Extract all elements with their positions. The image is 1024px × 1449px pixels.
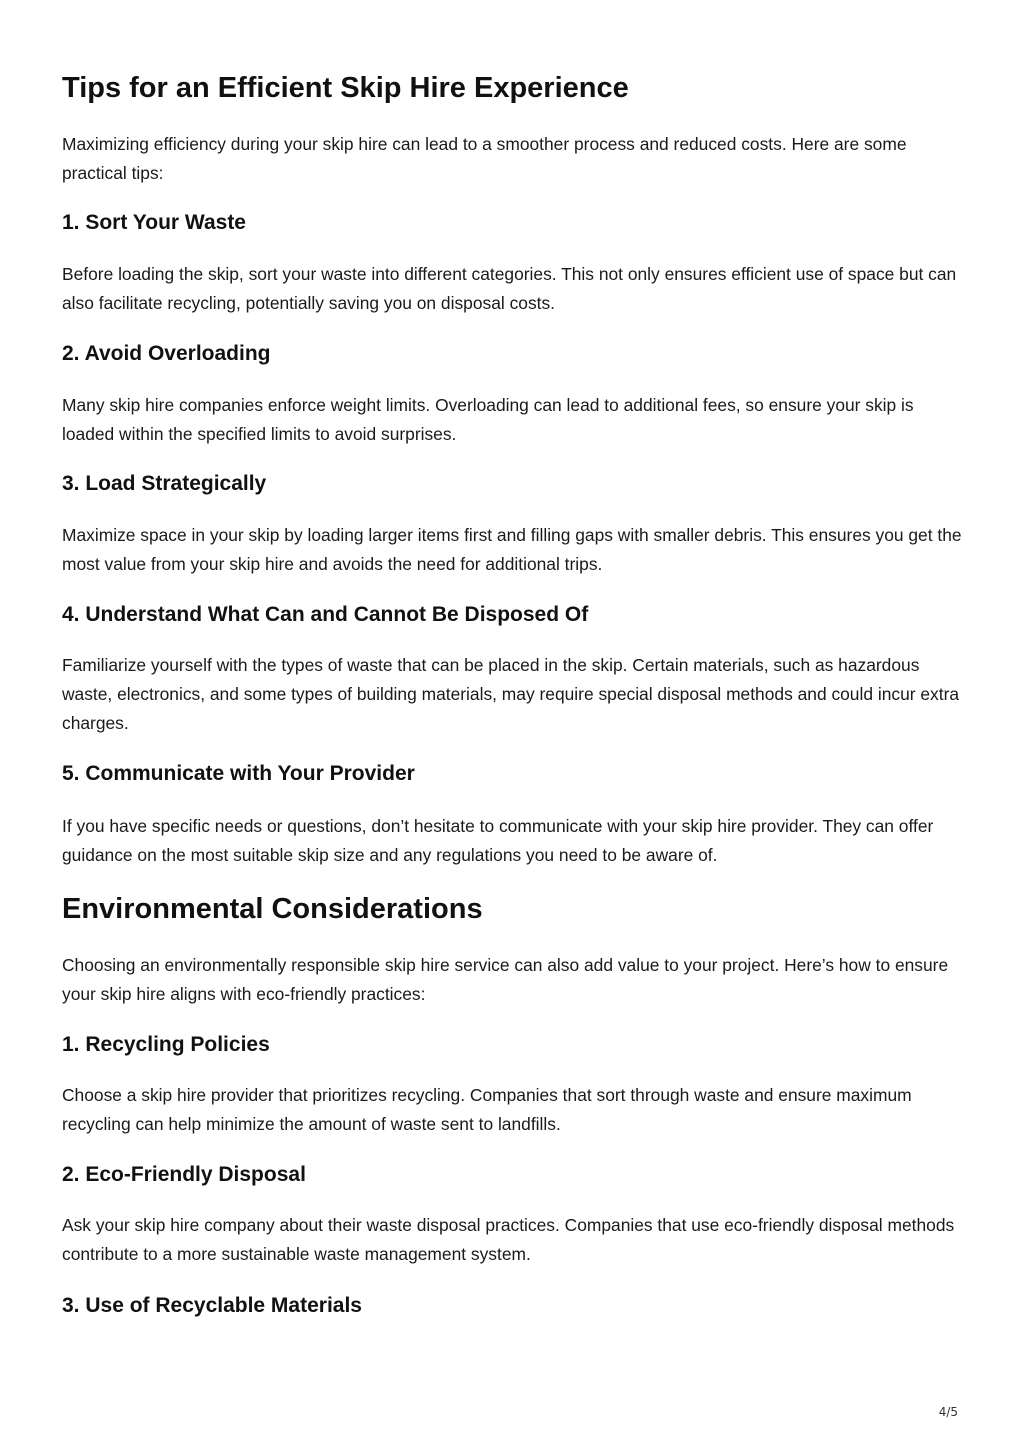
- env-heading-recycling-policies: 1. Recycling Policies: [62, 1033, 270, 1056]
- section-intro-environmental: Choosing an environmentally responsible skip hire service can also add value to your project. Here’s how to ensure your skip hire aligns with eco-friendly practices:: [62, 955, 949, 1004]
- tip-body-avoid-overloading: Many skip hire companies enforce weight limits. Overloading can lead to additional fees, so ensure your skip is loaded within the specified limits to avoid surprises.: [62, 395, 914, 444]
- section-intro-tips: Maximizing efficiency during your skip hire can lead to a smoother process and reduced costs. Here are some practical tips:: [62, 134, 907, 183]
- section-title-tips: Tips for an Efficient Skip Hire Experience: [62, 72, 629, 104]
- env-body-eco-disposal: Ask your skip hire company about their waste disposal practices. Companies that use eco-friendly disposal methods contribute to a more sustainable waste management system.: [62, 1215, 955, 1264]
- env-body-recycling-policies: Choose a skip hire provider that prioritizes recycling. Companies that sort through waste and ensure maximum recycling can help minimize the amount of waste sent to landfills.: [62, 1085, 912, 1134]
- tip-body-load-strategically: Maximize space in your skip by loading larger items first and filling gaps with smaller debris. This ensures you get the most value from your skip hire and avoids the need for additional trips.: [62, 525, 962, 574]
- env-heading-eco-disposal: 2. Eco-Friendly Disposal: [62, 1163, 306, 1186]
- tip-body-sort-waste: Before loading the skip, sort your waste into different categories. This not only ensures efficient use of space but can also facilitate recycling, potentially saving you on disposal costs.: [62, 264, 957, 313]
- tip-body-communicate: If you have specific needs or questions, don’t hesitate to communicate with your skip hire provider. They can offer guidance on the most suitable skip size and any regulations you need to be aware of.: [62, 816, 934, 865]
- page-number: 4/5: [938, 1405, 958, 1419]
- section-title-environmental: Environmental Considerations: [62, 893, 483, 925]
- tip-heading-communicate: 5. Communicate with Your Provider: [62, 762, 415, 785]
- tip-body-disposal-rules: Familiarize yourself with the types of waste that can be placed in the skip. Certain materials, such as hazardous waste, electronics, and some types of building materials, may require special disposal methods and could incur extra charges.: [62, 655, 960, 733]
- tip-heading-avoid-overloading: 2. Avoid Overloading: [62, 342, 271, 365]
- tip-heading-load-strategically: 3. Load Strategically: [62, 472, 267, 495]
- env-heading-recyclable-materials: 3. Use of Recyclable Materials: [62, 1294, 362, 1317]
- tip-heading-disposal-rules: 4. Understand What Can and Cannot Be Disposed Of: [62, 603, 589, 626]
- tip-heading-sort-waste: 1. Sort Your Waste: [62, 211, 246, 234]
